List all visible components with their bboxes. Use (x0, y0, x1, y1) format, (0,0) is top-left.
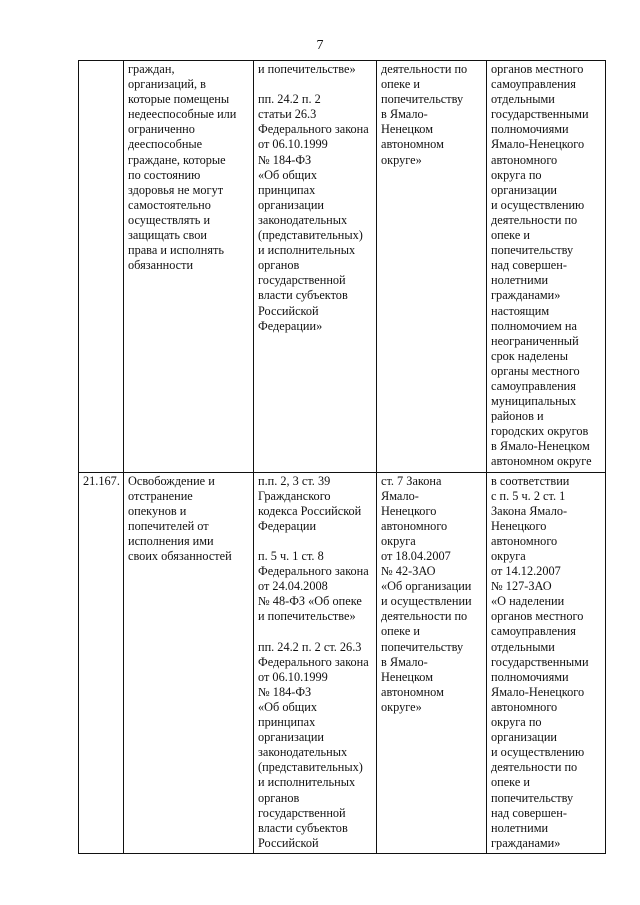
federal-basis-cell: и попечительстве» пп. 24.2 п. 2 статьи 26.3 Федерального закона от 06.10.1999 № 184-ФЗ «Об общих принципах организации законодательных (представительных) и исполнительных органов государственной власти субъектов Российской Федерации» (254, 61, 377, 473)
document-table (78, 60, 606, 854)
row-number-cell (79, 61, 124, 473)
page-number: 7 (316, 38, 324, 53)
row-number-cell: 21.167. (79, 472, 124, 853)
regional-basis-cell: ст. 7 Закона Ямало- Ненецкого автономного округа от 18.04.2007 № 42-ЗАО «Об организации и осуществлении деятельности по опеке и попечительству в Ямало- Ненецком автономном округе» (377, 472, 487, 853)
table-row (79, 61, 606, 473)
table-row (79, 472, 606, 853)
federal-basis-cell: п.п. 2, 3 ст. 39 Гражданского кодекса Российской Федерации п. 5 ч. 1 ст. 8 Федерального закона от 24.04.2008 № 48-ФЗ «Об опеке и попечительстве» пп. 24.2 п. 2 ст. 26.3 Федерального закона от 06.10.1999 № 184-ФЗ «Об общих принципах организации законодательных (представительных) и исполнительных органов государственной власти субъектов Российской (254, 472, 377, 853)
service-name-cell: Освобождение и отстранение опекунов и попечителей от исполнения ими своих обязанностей (124, 472, 254, 853)
municipal-basis-cell: органов местного самоуправления отдельными государственными полномочиями Ямало-Ненецкого автономного округа по организации и осуществлению деятельности по опеке и попечительству над совершен- нолетними гражданами» настоящим полномочием на неограниченный срок наделены органы местного самоуправления муниципальных районов и городских округов в Ямало-Ненецком автономном округе (487, 61, 606, 473)
municipal-basis-cell: в соответствии с п. 5 ч. 2 ст. 1 Закона Ямало- Ненецкого автономного округа от 14.12.2007 № 127-ЗАО «О наделении органов местного самоуправления отдельными государственными полномочиями Ямало-Ненецкого автономного округа по организации и осуществлению деятельности по опеке и попечительству над совершен- нолетними гражданами» (487, 472, 606, 853)
regional-basis-cell: деятельности по опеке и попечительству в Ямало- Ненецком автономном округе» (377, 61, 487, 473)
service-name-cell: граждан, организаций, в которые помещены недееспособные или ограниченно дееспособные граждане, которые по состоянию здоровья не могут самостоятельно осуществлять и защищать свои права и исполнять обязанности (124, 61, 254, 473)
